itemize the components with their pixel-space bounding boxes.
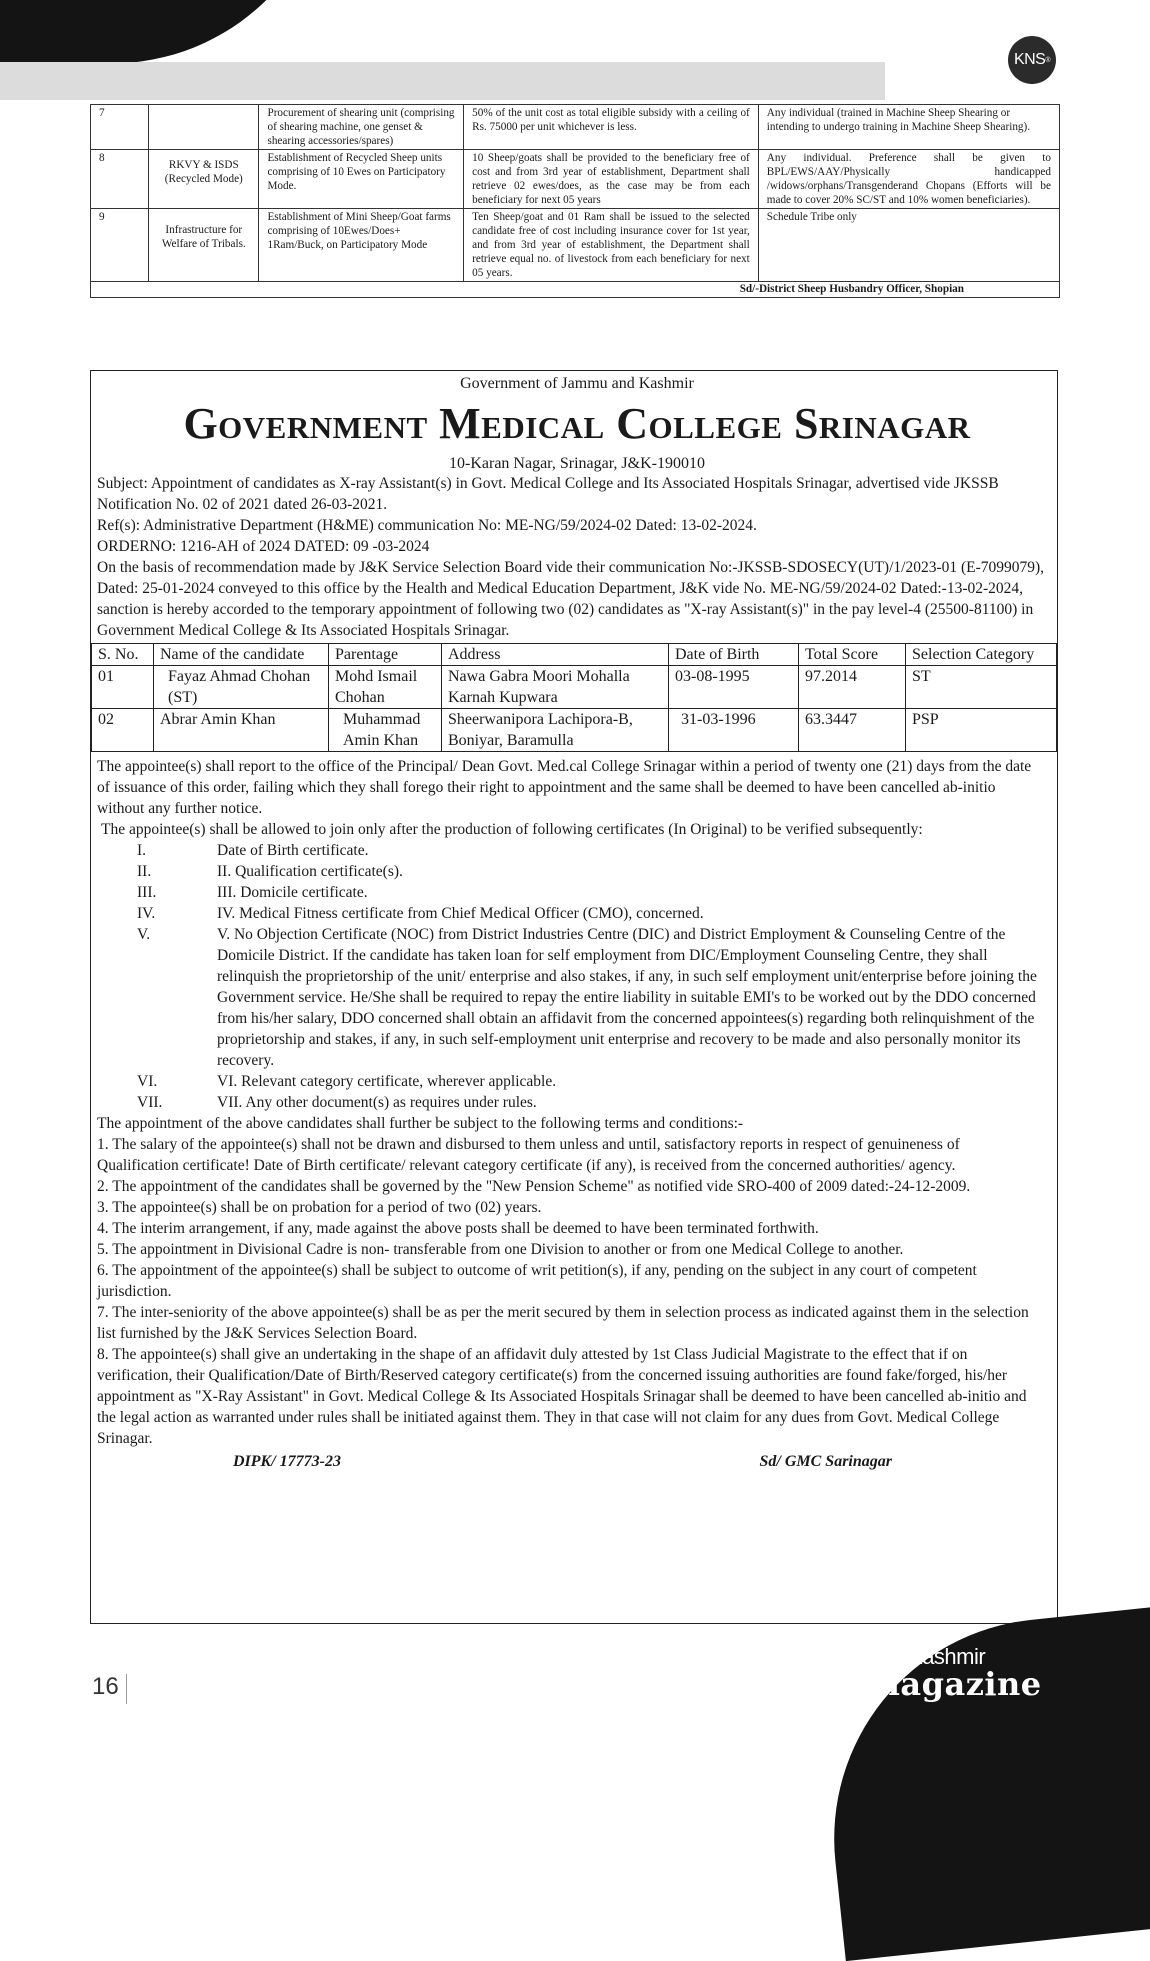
list-num: VI. [137, 1073, 158, 1090]
list-text: II. Qualification certificate(s). [217, 863, 403, 880]
gmc-signature: Sd/ GMC Sarinagar [759, 1453, 892, 1470]
terms-intro: The appointment of the above candidates shall further be subject to the following terms and conditions:- [97, 1115, 744, 1132]
list-item [97, 882, 1057, 903]
page-divider [126, 1674, 127, 1704]
cell: Mohd Ismail Chohan [329, 666, 442, 709]
row-assistance: 10 Sheep/goats shall be provided to the beneficiary free of cost and from 3rd year of establishment, Department shall retrieve 02 ewes/does, as the case may be from each beneficiary for next 05 years [464, 150, 759, 209]
intro-paragraph: On the basis of recommendation made by J&K Service Selection Board vide their communication No:-JKSSB-SDOSECY(UT)/1/2023-01 (E-7099079), Dated: 25-01-2024 conveyed to this office by the Health and Medical Education Department, J&K vide No. ME-NG/59/2024-02 Dated:-13-02-2024, sanction is hereby accorded to the temporary appointment of following two (02) candidates as "X-ray Assistant(s)" in the pay level-4 (25500-81100) in Government Medical College & Its Associated Hospitals Srinagar. [97, 559, 1045, 639]
list-num: I. [137, 842, 147, 859]
join-paragraph: The appointee(s) shall be allowed to join only after the production of following certificates (In Original) to be verified subsequently: [101, 821, 923, 838]
kns-badge: KNS ® [1008, 36, 1056, 84]
col-header: S. No. [92, 644, 154, 666]
list-item [97, 1071, 1057, 1092]
cell: Nawa Gabra Moori Mohalla Karnah Kupwara [442, 666, 669, 709]
row-eligibility: Schedule Tribe only [758, 209, 1059, 282]
cell: 03-08-1995 [669, 666, 799, 709]
brand-line1: The Kashmir [866, 1644, 986, 1669]
row-no: 9 [91, 209, 149, 282]
cell: Fayaz Ahmad Chohan (ST) [154, 666, 329, 709]
college-address: 10-Karan Nagar, Srinagar, J&K-190010 [449, 455, 705, 472]
scheme-table [90, 104, 1060, 282]
col-header: Parentage [329, 644, 442, 666]
list-text: VI. Relevant category certificate, wherever applicable. [217, 1073, 557, 1090]
report-paragraph: The appointee(s) shall report to the office of the Principal/ Dean Govt. Med.cal College Srinagar within a period of twenty one (21) days from the date of issuance of this order, failing which they shall forego their right to appointment and the same shall be deemed to have been cancelled ab-initio without any further notice. [97, 758, 1032, 817]
table-row [92, 709, 1057, 752]
list-item [97, 840, 1057, 861]
col-header: Total Score [799, 644, 906, 666]
table-row [92, 666, 1057, 709]
list-num: IV. [137, 905, 156, 922]
cell: ST [906, 666, 1057, 709]
list-num: III. [137, 884, 157, 901]
references: Ref(s): Administrative Department (H&ME) communication No: ME-NG/59/2024-02 Dated: 13-02-2024. [97, 517, 757, 534]
term-item: 5. The appointment in Divisional Cadre is non- transferable from one Division to another or from one Medical College to another. [97, 1241, 904, 1258]
row-assistance: Ten Sheep/goat and 01 Ram shall be issued to the selected candidate free of cost including insurance cover for 1st year, and from 3rd year of establishment, the Department shall retrieve equal no. of livestock from each beneficiary for next 05 years. [464, 209, 759, 282]
list-item [97, 924, 1057, 1071]
brand-line2: magazine [866, 1665, 1042, 1703]
col-header: Address [442, 644, 669, 666]
row-no: 8 [91, 150, 149, 209]
sheep-scheme-table [90, 104, 1060, 298]
term-item: 1. The salary of the appointee(s) shall not be drawn and disbursed to them unless and until, satisfactory reports in respect of genuineness of Qualification certificate! Date of Birth certificate/ relevant category certificate (if any), is received from the concerned authorities/ agency. [97, 1136, 960, 1174]
cell: 01 [92, 666, 154, 709]
term-item: 8. The appointee(s) shall give an undertaking in the shape of an affidavit duly attested by 1st Class Judicial Magistrate to the effect that if on verification, their Qualification/Date of Birth/Reserved category certificate(s) from the concerned issuing authorities are found fake/forged, his/her appointment as "X-Ray Assistant" in Govt. Medical College & Its Associated Hospitals Srinagar shall be deemed to have been cancelled ab-initio and the legal action as warranted under rules shall be initiated against them. They in that case will not claim for any dues from Govt. Medical College Srinagar. [97, 1346, 1027, 1447]
list-text: VII. Any other document(s) as requires under rules. [217, 1094, 537, 1111]
row-component: Establishment of Recycled Sheep units comprising of 10 Ewes on Participatory Mode. [259, 150, 464, 209]
list-num: VII. [137, 1094, 163, 1111]
row-component: Establishment of Mini Sheep/Goat farms comprising of 10Ewes/Does+ 1Ram/Buck, on Participatory Mode [259, 209, 464, 282]
gmc-order-notice [90, 370, 1058, 1624]
row-assistance: 50% of the unit cost as total eligible subsidy with a ceiling of Rs. 75000 per unit whichever is less. [464, 105, 759, 150]
candidate-table [91, 643, 1057, 752]
list-num: II. [137, 863, 152, 880]
page-number: 16 [92, 1673, 119, 1700]
dipk-number: DIPK/ 17773-23 [233, 1453, 341, 1470]
order-number: ORDERNO: 1216-AH of 2024 DATED: 09 -03-2024 [97, 538, 430, 555]
list-text: V. No Objection Certificate (NOC) from District Industries Centre (DIC) and District Employment & Counseling Centre of the Domicile District. If the candidate has taken loan for self employment from DIC/Employment Counseling Centre, they shall relinquish the proprietorship of the unit/ enterprise and also stakes, if any, in such self employment unit/enterprise before joining the Government service. He/She shall be required to repay the entire liability in suitable EMI's to be worked out by the DDO concerned from his/her salary, DDO concerned shall obtain an affidavit from the concerned appointees(s) regarding both relinquishment of the proprietorship and stakes, if any, in such self-employment unit enterprise and recovery to be made and also personally monitor its recovery. [217, 926, 1037, 1069]
list-text: IV. Medical Fitness certificate from Chief Medical Officer (CMO), concerned. [217, 905, 704, 922]
term-item: 2. The appointment of the candidates shall be governed by the "New Pension Scheme" as notified vide SRO-400 of 2009 dated:-24-12-2009. [97, 1178, 971, 1195]
cell: Abrar Amin Khan [154, 709, 329, 752]
row-scheme [149, 105, 259, 150]
cell: Muhammad Amin Khan [329, 709, 442, 752]
term-item: 7. The inter-seniority of the above appointee(s) shall be as per the merit secured by them in selection process as indicated against them in the selection list furnished by the J&K Services Selection Board. [97, 1304, 1029, 1342]
row-eligibility: Any individual. Preference shall be given to BPL/EWS/AAY/Physically handicapped /widows/orphans/Transgenderand Chopans (Efforts will be made to cover 20% SC/ST and 10% women beneficiaries). [758, 150, 1059, 209]
list-text: Date of Birth certificate. [217, 842, 369, 859]
col-header: Selection Category [906, 644, 1057, 666]
list-item [97, 1092, 1057, 1113]
term-item: 3. The appointee(s) shall be on probation for a period of two (02) years. [97, 1199, 542, 1216]
col-header: Name of the candidate [154, 644, 329, 666]
cell: 97.2014 [799, 666, 906, 709]
cell: Sheerwanipora Lachipora-B, Boniyar, Baramulla [442, 709, 669, 752]
row-scheme: Infrastructure for Welfare of Tribals. [149, 209, 259, 282]
list-text: III. Domicile certificate. [217, 884, 368, 901]
row-scheme: RKVY & ISDS (Recycled Mode) [149, 150, 259, 209]
magazine-logo [866, 1644, 1042, 1703]
col-header: Date of Birth [669, 644, 799, 666]
cell: 31-03-1996 [669, 709, 799, 752]
term-item: 4. The interim arrangement, if any, made against the above posts shall be deemed to have been terminated forthwith. [97, 1220, 819, 1237]
certificate-list [97, 840, 1057, 1113]
cell: 63.3447 [799, 709, 906, 752]
scheme-signature: Sd/-District Sheep Husbandry Officer, Shopian [90, 282, 1060, 298]
gov-heading: Government of Jammu and Kashmir [460, 375, 694, 392]
table-row [91, 105, 1060, 150]
cell: 02 [92, 709, 154, 752]
row-eligibility: Any individual (trained in Machine Sheep Shearing or intending to undergo training in Machine Sheep Shearing). [758, 105, 1059, 150]
signature-row [97, 1453, 1057, 1471]
row-no: 7 [91, 105, 149, 150]
table-header-row [92, 644, 1057, 666]
cell: PSP [906, 709, 1057, 752]
list-item [97, 861, 1057, 882]
list-item [97, 903, 1057, 924]
table-row [91, 209, 1060, 282]
list-num: V. [137, 926, 151, 943]
row-component: Procurement of shearing unit (comprising of shearing machine, one genset & shearing accessories/spares) [259, 105, 464, 150]
header-band [0, 62, 885, 100]
subject: Subject: Appointment of candidates as X-ray Assistant(s) in Govt. Medical College and Its Associated Hospitals Srinagar, advertised vide JKSSB Notification No. 02 of 2021 dated 26-03-2021. [97, 475, 999, 513]
table-row [91, 150, 1060, 209]
term-item: 6. The appointment of the appointee(s) shall be subject to outcome of writ petition(s), if any, pending on the subject in any court of competent jurisdiction. [97, 1262, 977, 1300]
college-title: Government Medical College Srinagar [183, 399, 971, 448]
